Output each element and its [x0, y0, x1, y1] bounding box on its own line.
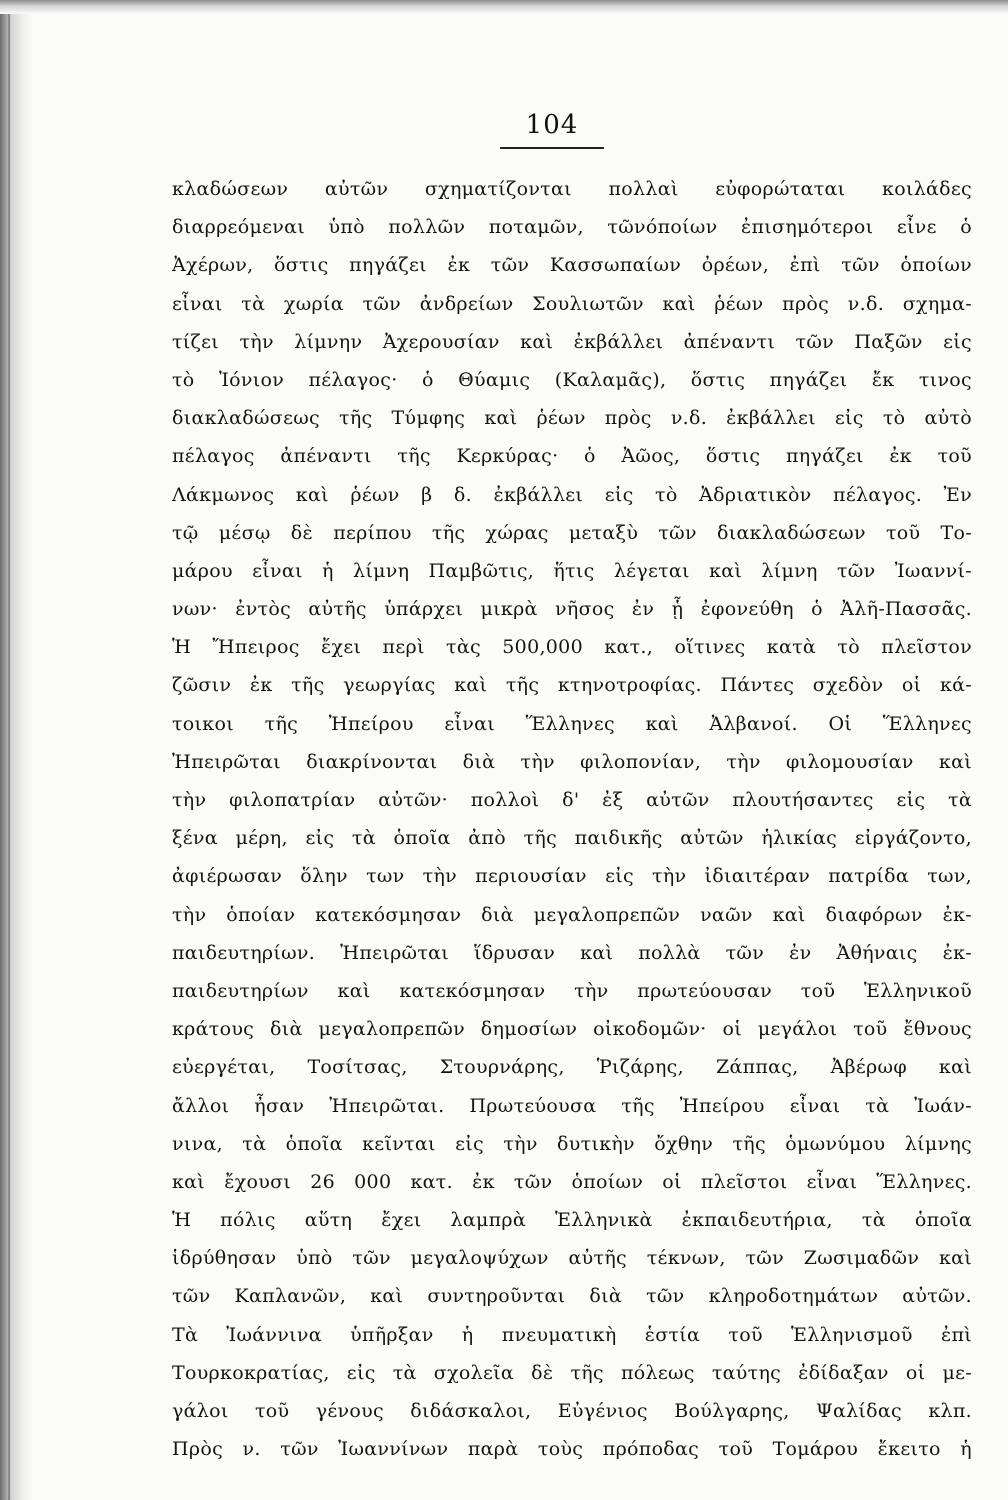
text-line: εὐεργέται, Τοσίτσας, Στουρνάρης, Ῥιζάρης, Ζάππας, Ἀβέρωφ καὶ	[172, 1056, 972, 1079]
text-line: τὸ Ἰόνιον πέλαγος· ὁ Θύαμις (Καλαμᾶς), ὅστις πηγάζει ἔκ τινος	[172, 368, 972, 391]
page-number-rule	[500, 147, 604, 149]
text-line: νων· ἐντὸς αὐτῆς ὑπάρχει μικρὰ νῆσος ἐν ᾗ ἐφονεύθη ὁ Ἀλῆ-Πασσᾶς.	[172, 598, 972, 621]
page-number: 104	[525, 110, 579, 140]
text-line: τοικοι τῆς Ἠπείρου εἶναι Ἕλληνες καὶ Ἀλβανοί. Οἱ Ἕλληνες	[172, 712, 972, 735]
text-line: καὶ ἔχουσι 26 000 κατ. ἐκ τῶν ὁποίων οἱ πλεῖστοι εἶναι Ἕλληνες.	[172, 1170, 972, 1193]
text-line: Πρὸς ν. τῶν Ἰωαννίνων παρὰ τοὺς πρόποδας τοῦ Τομάρου ἔκειτο ἡ	[172, 1438, 972, 1461]
text-line: νινα, τὰ ὁποῖα κεῖνται εἰς τὴν δυτικὴν ὄχθην τῆς ὁμωνύμου λίμνης	[172, 1132, 972, 1155]
text-line: Ἡ Ἤπειρος ἔχει περὶ τὰς 500,000 κατ., οἵτινες κατὰ τὸ πλεῖστον	[172, 636, 972, 659]
text-line: διαρρεόμεναι ὑπὸ πολλῶν ποταμῶν, τῶνόποίων ἐπισημότεροι εἶνε ὁ	[172, 216, 972, 239]
text-line: ζῶσιν ἐκ τῆς γεωργίας καὶ τῆς κτηνοτροφίας. Πάντες σχεδὸν οἱ κά-	[172, 674, 972, 697]
text-line: Λάκμωνος καὶ ῥέων β δ. ἐκβάλλει εἰς τὸ Ἀδριατικὸν πέλαγος. Ἐν	[172, 483, 972, 506]
text-line: Ἠπειρῶται διακρίνονται διὰ τὴν φιλοπονίαν, τὴν φιλομουσίαν καὶ	[172, 750, 972, 773]
text-line: τῷ μέσῳ δὲ περίπου τῆς χώρας μεταξὺ τῶν διακλαδώσεων τοῦ Το-	[172, 521, 972, 544]
text-line: Ἡ πόλις αὕτη ἔχει λαμπρὰ Ἑλληνικὰ ἐκπαιδευτήρια, τὰ ὁποῖα	[172, 1209, 972, 1232]
text-line: παιδευτηρίων. Ἠπειρῶται ἵδρυσαν καὶ πολλὰ τῶν ἐν Ἀθήναις ἐκ-	[172, 941, 972, 964]
text-line: πέλαγος ἀπέναντι τῆς Κερκύρας· ὁ Ἀῶος, ὅστις πηγάζει ἐκ τοῦ	[172, 445, 972, 468]
page-top-edge	[0, 0, 1008, 14]
text-line: κλαδώσεων αὐτῶν σχηματίζονται πολλαὶ εὐφορώταται κοιλάδες	[172, 178, 972, 200]
text-line: παιδευτηρίων καὶ κατεκόσμησαν τὴν πρωτεύουσαν τοῦ Ἑλληνικοῦ	[172, 979, 972, 1002]
text-line: κράτους διὰ μεγαλοπρεπῶν δημοσίων οἰκοδομῶν· οἱ μεγάλοι τοῦ ἔθνους	[172, 1018, 972, 1041]
text-line: ξένα μέρη, εἰς τὰ ὁποῖα ἀπὸ τῆς παιδικῆς αὐτῶν ἡλικίας εἰργάζοντο,	[172, 827, 972, 850]
text-line: Τουρκοκρατίας, εἰς τὰ σχολεῖα δὲ τῆς πόλεως ταύτης ἐδίδαξαν οἱ με-	[172, 1361, 972, 1384]
text-line: ἱδρύθησαν ὑπὸ τῶν μεγαλοψύχων αὐτῆς τέκνων, τῶν Ζωσιμαδῶν καὶ	[172, 1247, 972, 1270]
book-binding-shadow	[0, 0, 34, 1500]
text-line: ἀφιέρωσαν ὅλην των τὴν περιουσίαν εἰς τὴν ἰδιαιτέραν πατρίδα των,	[172, 865, 972, 888]
text-line: γάλοι τοῦ γένους διδάσκαλοι, Εὐγένιος Βούλγαρης, Ψαλίδας κλπ.	[172, 1400, 972, 1422]
text-line: διακλαδώσεως τῆς Τύμφης καὶ ῥέων πρὸς ν.δ. ἐκβάλλει εἰς τὸ αὐτὸ	[172, 407, 972, 430]
text-line: μάρου εἶναι ἡ λίμνη Παμβῶτις, ἥτις λέγεται καὶ λίμνη τῶν Ἰωαννί-	[172, 559, 972, 582]
text-line: τῶν Καπλανῶν, καὶ συντηροῦνται διὰ τῶν κληροδοτημάτων αὐτῶν.	[172, 1285, 972, 1308]
text-line: ἄλλοι ἦσαν Ἠπειρῶται. Πρωτεύουσα τῆς Ἠπείρου εἶναι τὰ Ἰωάν-	[172, 1094, 972, 1117]
text-line: Τὰ Ἰωάννινα ὑπῆρξαν ἡ πνευματικὴ ἑστία τοῦ Ἑλληνισμοῦ ἐπὶ	[172, 1323, 972, 1346]
text-line: τὴν ὁποίαν κατεκόσμησαν διὰ μεγαλοπρεπῶν ναῶν καὶ διαφόρων ἐκ-	[172, 903, 972, 926]
body-text	[172, 170, 972, 1468]
text-line: εἶναι τὰ χωρία τῶν ἀνδρείων Σουλιωτῶν καὶ ῥέων πρὸς ν.δ. σχημα-	[172, 292, 972, 315]
text-line: τίζει τὴν λίμνην Ἀχερουσίαν καὶ ἐκβάλλει ἀπέναντι τῶν Παξῶν εἰς	[172, 330, 972, 353]
text-line: τὴν φιλοπατρίαν αὐτῶν· πολλοὶ δ' ἐξ αὐτῶν πλουτήσαντες εἰς τὰ	[172, 789, 972, 811]
text-line: Ἀχέρων, ὅστις πηγάζει ἐκ τῶν Κασσωπαίων ὀρέων, ἐπὶ τῶν ὁποίων	[172, 254, 972, 277]
